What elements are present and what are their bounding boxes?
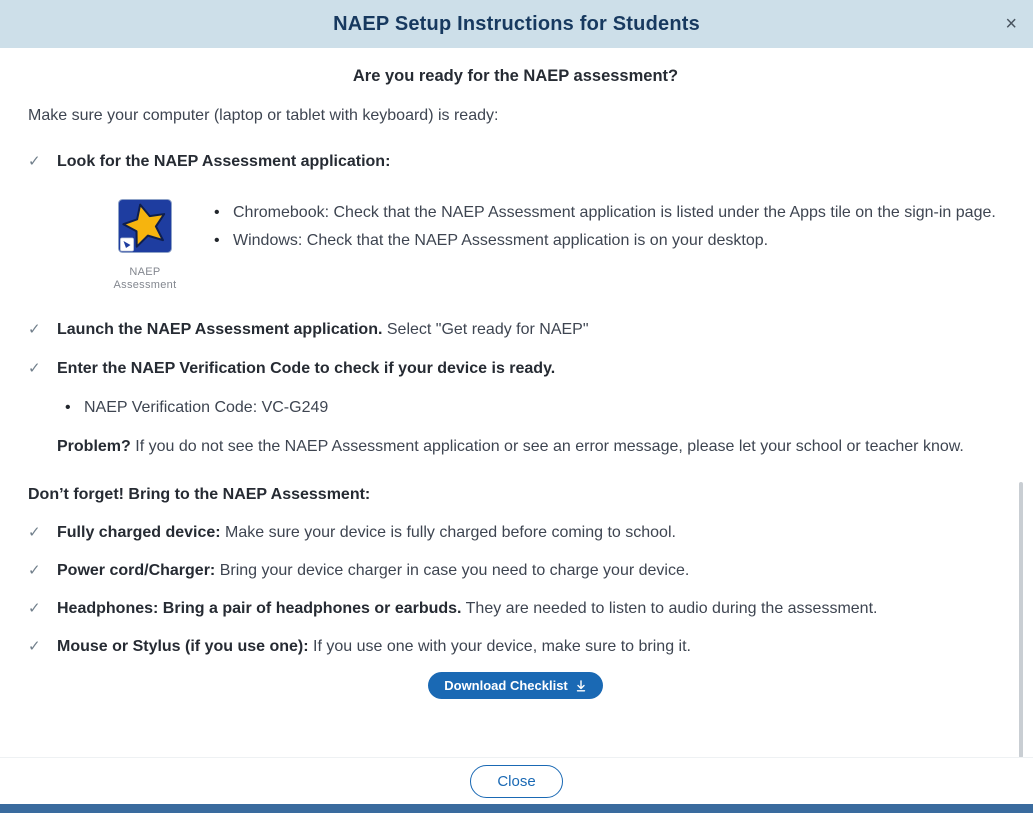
checklist-item-text bbox=[57, 150, 1003, 174]
checklist-item-bold: Launch the NAEP Assessment application. bbox=[57, 321, 383, 338]
download-wrap bbox=[28, 672, 1003, 699]
bring-item-rest: Make sure your device is fully charged before coming to school. bbox=[220, 524, 676, 541]
check-icon: ✓ bbox=[28, 360, 41, 377]
check-icon: ✓ bbox=[28, 321, 41, 338]
bring-item-bold: Headphones: Bring a pair of headphones or earbuds. bbox=[57, 600, 462, 617]
bring-item-rest: If you use one with your device, make sure to bring it. bbox=[308, 638, 691, 655]
check-icon: ✓ bbox=[28, 524, 41, 541]
problem-label: Problem? bbox=[57, 438, 131, 455]
check-icon: ✓ bbox=[28, 153, 41, 170]
download-checklist-label: Download Checklist bbox=[444, 678, 568, 693]
checklist-item-rest: Select "Get ready for NAEP" bbox=[382, 321, 589, 338]
check-icon: ✓ bbox=[28, 638, 41, 655]
bring-item-text bbox=[57, 559, 1003, 583]
modal-footer bbox=[0, 757, 1033, 804]
list-item bbox=[214, 228, 1003, 254]
bring-item-headphones bbox=[28, 597, 1003, 621]
bullet-icon: • bbox=[214, 204, 220, 221]
bring-item-text bbox=[57, 597, 1003, 621]
check-icon: ✓ bbox=[28, 600, 41, 617]
scrollbar[interactable] bbox=[1019, 482, 1023, 757]
platform-bullet-windows: Windows: Check that the NAEP Assessment application is on your desktop. bbox=[233, 232, 769, 249]
close-icon[interactable]: × bbox=[1005, 13, 1017, 35]
close-button[interactable]: Close bbox=[470, 765, 562, 798]
bullet-icon: • bbox=[214, 232, 220, 249]
dont-forget-heading: Don’t forget! Bring to the NAEP Assessment: bbox=[28, 486, 371, 503]
problem-note bbox=[57, 435, 1003, 459]
bring-item-bold: Power cord/Charger: bbox=[57, 562, 216, 579]
bring-item-mouse bbox=[28, 635, 1003, 659]
bring-item-charger bbox=[28, 559, 1003, 583]
ready-heading: Are you ready for the NAEP assessment? bbox=[352, 67, 679, 85]
naep-app-icon-block bbox=[90, 192, 200, 292]
page-background-bar bbox=[0, 804, 1033, 813]
list-item bbox=[214, 200, 1003, 226]
problem-text: If you do not see the NAEP Assessment application or see an error message, please let your school or teacher know. bbox=[130, 438, 964, 455]
bring-item-bold: Fully charged device: bbox=[57, 524, 221, 541]
app-icon-caption-line1: NAEP bbox=[129, 266, 161, 278]
checklist-item-look bbox=[28, 150, 1003, 174]
check-icon: ✓ bbox=[28, 562, 41, 579]
download-checklist-button[interactable] bbox=[428, 672, 603, 699]
intro-text: Make sure your computer (laptop or tablet with keyboard) is ready: bbox=[28, 107, 499, 124]
app-icon-section bbox=[28, 192, 1003, 292]
app-icon-caption-line2: Assessment bbox=[113, 279, 177, 291]
verification-code-item bbox=[65, 395, 1003, 421]
bullet-icon: • bbox=[65, 399, 71, 416]
naep-app-icon bbox=[117, 198, 173, 262]
checklist-item-bold: Look for the NAEP Assessment application: bbox=[57, 153, 391, 170]
platform-bullet-list bbox=[214, 192, 1003, 256]
verification-code-text: NAEP Verification Code: VC-G249 bbox=[84, 399, 329, 416]
platform-bullet-chromebook: Chromebook: Check that the NAEP Assessment application is listed under the Apps tile on the sign-in page. bbox=[233, 204, 996, 221]
app-icon-caption bbox=[114, 266, 177, 292]
download-icon bbox=[575, 680, 587, 692]
bring-item-text bbox=[57, 635, 1003, 659]
modal-body bbox=[0, 48, 1033, 757]
bring-item-rest: They are needed to listen to audio during the assessment. bbox=[461, 600, 878, 617]
bring-item-device bbox=[28, 521, 1003, 545]
checklist-item-verification bbox=[28, 357, 1003, 381]
bring-item-bold: Mouse or Stylus (if you use one): bbox=[57, 638, 309, 655]
checklist-item-launch bbox=[28, 318, 1003, 342]
checklist-item-text bbox=[57, 318, 1003, 342]
bring-item-text bbox=[57, 521, 1003, 545]
checklist-item-bold: Enter the NAEP Verification Code to check if your device is ready. bbox=[57, 360, 556, 377]
modal-header bbox=[0, 0, 1033, 48]
bring-item-rest: Bring your device charger in case you need to charge your device. bbox=[215, 562, 690, 579]
checklist-item-text bbox=[57, 357, 1003, 381]
modal-title: NAEP Setup Instructions for Students bbox=[333, 12, 700, 35]
